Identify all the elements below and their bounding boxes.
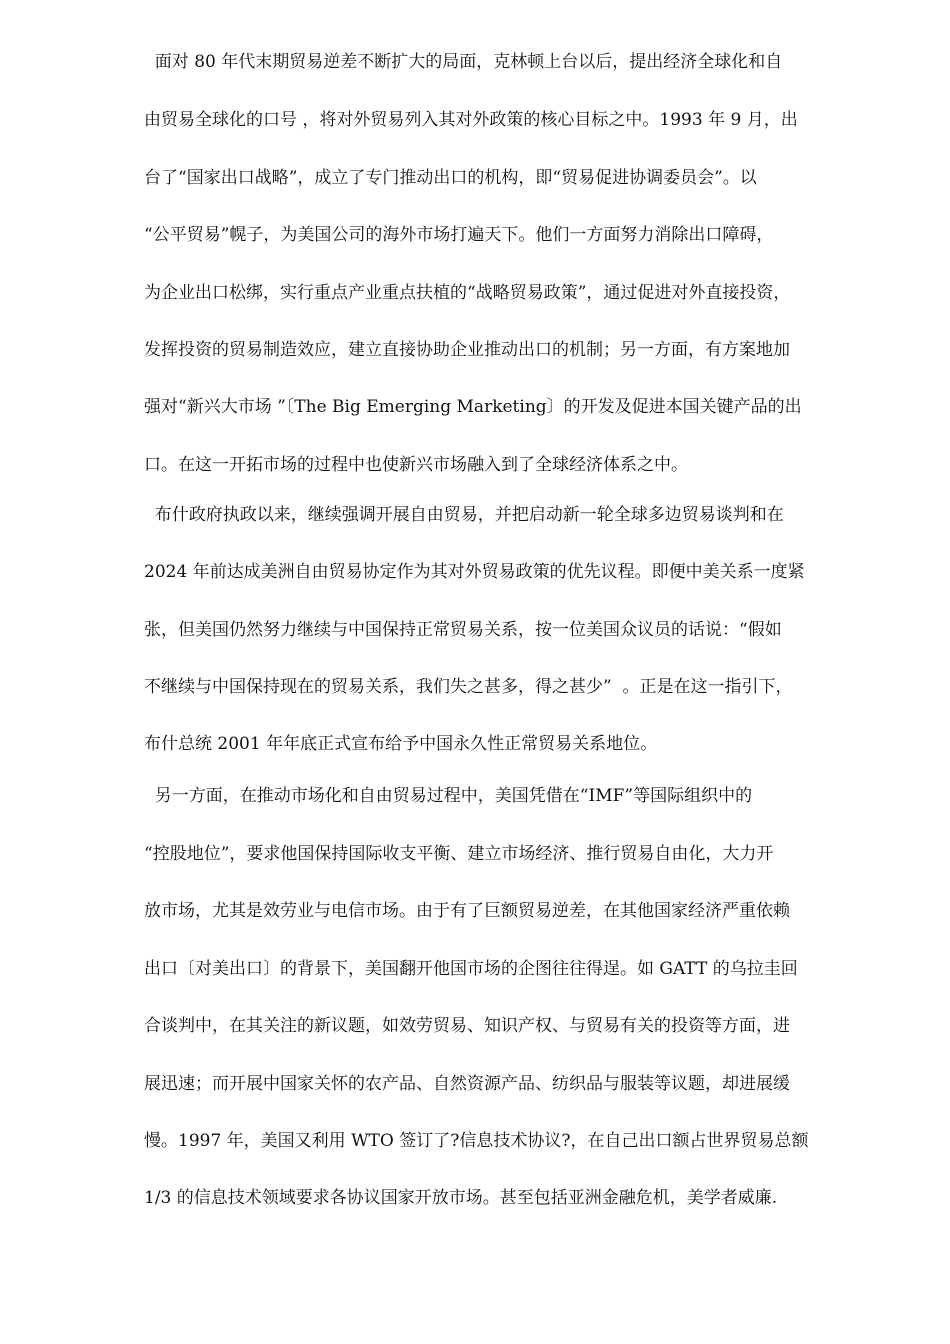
paragraph-1-line-6: 发挥投资的贸易制造效应，建立直接协助企业推动出口的机制；另一方面，有方案地加 (144, 340, 790, 360)
paragraph-2-line-3: 张，但美国仍然努力继续与中国保持正常贸易关系，按一位美国众议员的话说：“假如 (144, 620, 782, 640)
paragraph-3-line-5: 合谈判中，在其关注的新议题，如效劳贸易、知识产权、与贸易有关的投资等方面，进 (144, 1016, 790, 1036)
paragraph-1-line-7: 强对“新兴大市场 ”〔The Big Emerging Marketing〕的开发及促进本国关键产品的出 (144, 397, 802, 417)
paragraph-2-line-1: 布什政府执政以来，继续强调开展自由贸易，并把启动新一轮全球多边贸易谈判和在 (144, 505, 784, 525)
paragraph-1-line-5: 为企业出口松绑，实行重点产业重点扶植的“战略贸易政策”，通过促进对外直接投资， (144, 283, 791, 303)
paragraph-1-line-2: 由贸易全球化的口号 ，将对外贸易列入其对外政策的核心目标之中。1993 年 9 月，出 (144, 110, 798, 130)
paragraph-3-line-3: 放市场，尤其是效劳业与电信市场。由于有了巨额贸易逆差，在其他国家经济严重依赖 (144, 901, 790, 921)
paragraph-2-line-5: 布什总统 2001 年年底正式宣布给予中国永久性正常贸易关系地位。 (144, 734, 658, 754)
paragraph-3-line-1: 另一方面，在推动市场化和自由贸易过程中，美国凭借在“IMF”等国际组织中的 (144, 786, 753, 806)
paragraph-2-line-2: 2024 年前达成美洲自由贸易协定作为其对外贸易政策的优先议程。即便中美关系一度紧 (144, 562, 805, 582)
paragraph-3-line-8: 1/3 的信息技术领域要求各协议国家开放市场。甚至包括亚洲金融危机，美学者威廉. (144, 1188, 778, 1208)
paragraph-1-line-3: 台了“国家出口战略”，成立了专门推动出口的机构，即“贸易促进协调委员会”。以 (144, 168, 757, 188)
paragraph-1-line-8: 口。在这一开拓市场的过程中也使新兴市场融入到了全球经济体系之中。 (144, 455, 688, 475)
paragraph-1-line-1: 面对 80 年代末期贸易逆差不断扩大的局面，克林顿上台以后，提出经济全球化和自 (144, 52, 783, 72)
paragraph-3-line-4: 出口〔对美出口〕的背景下，美国翻开他国市场的企图往往得逞。如 GATT 的乌拉圭回 (144, 959, 798, 979)
paragraph-3-line-2: “控股地位”，要求他国保持国际收支平衡、建立市场经济、推行贸易自由化，大力开 (144, 844, 774, 864)
paragraph-3-line-7: 慢。1997 年，美国又利用 WTO 签订了?信息技术协议?，在自己出口额占世界贸易总额 (144, 1131, 809, 1151)
paragraph-1-line-4: “公平贸易”幌子，为美国公司的海外市场打遍天下。他们一方面努力消除出口障碍， (144, 225, 774, 245)
paragraph-3-line-6: 展迅速；而开展中国家关怀的农产品、自然资源产品、纺织品与服装等议题，却进展缓 (144, 1074, 790, 1094)
paragraph-2-line-4: 不继续与中国保持现在的贸易关系，我们失之甚多，得之甚少” 。正是在这一指引下， (144, 677, 793, 697)
